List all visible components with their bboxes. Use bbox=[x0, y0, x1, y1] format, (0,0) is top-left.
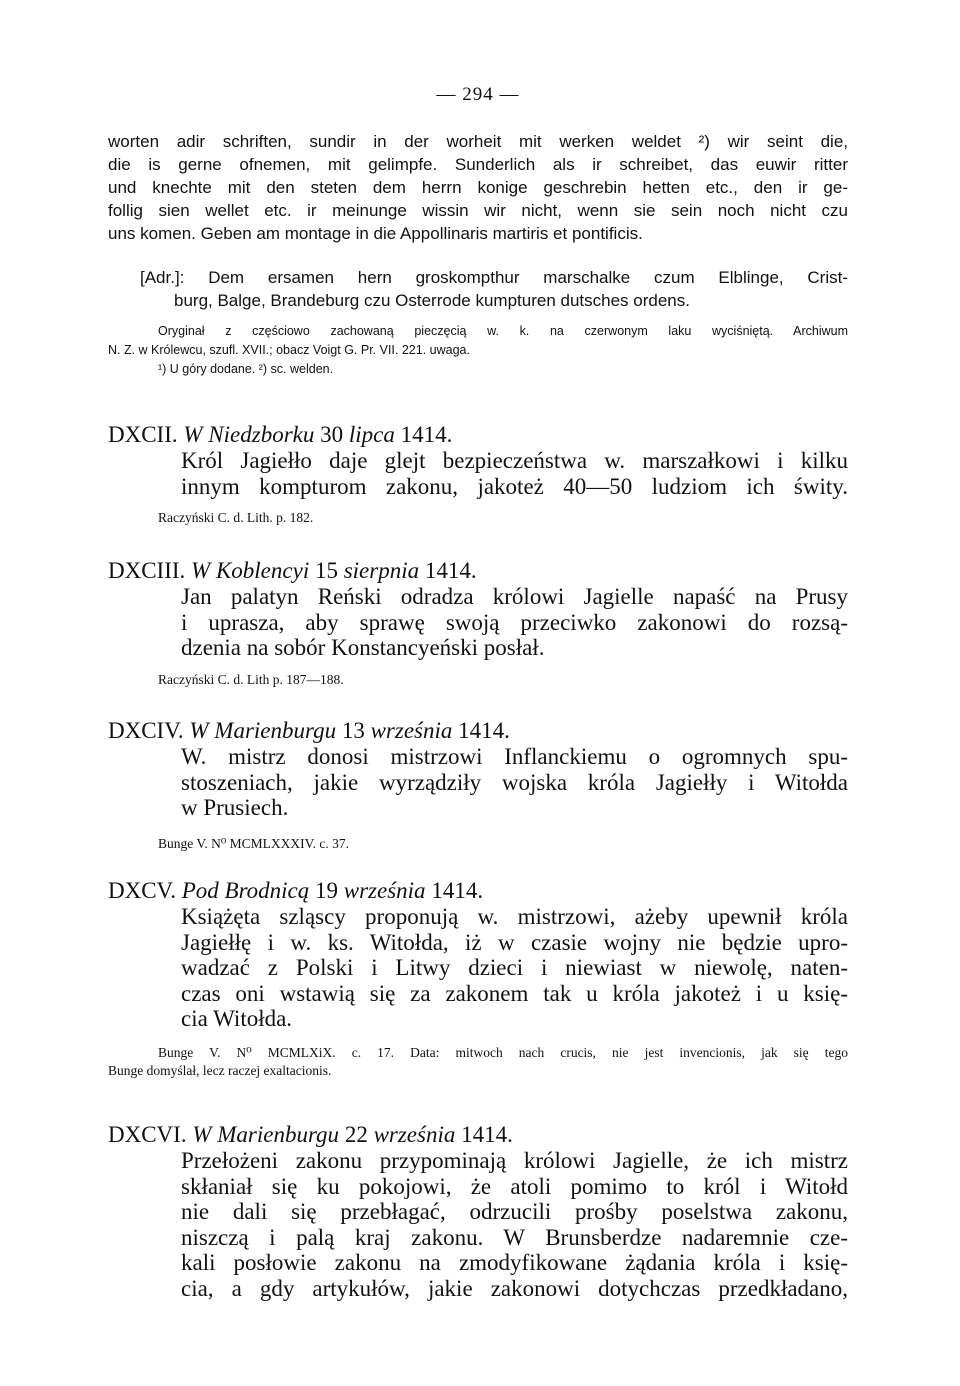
source-line: Raczyński C. d. Lith. p. 182. bbox=[158, 510, 314, 525]
entry-heading bbox=[108, 558, 848, 584]
summary-line: innym kompturom zakonu, jakoteż 40—50 ludziom ich świty. bbox=[181, 473, 848, 499]
text-line: follig sien wellet etc. ir meinunge wissin wir nicht, wenn sie sein noch nicht czu bbox=[108, 201, 848, 220]
summary-line: kali posłowie zakonu na zmodyfikowane żądania króla i księ- bbox=[181, 1250, 848, 1275]
entry-summary bbox=[108, 1148, 848, 1301]
summary-line: dzenia na sobór Konstancyeński posłał. bbox=[181, 635, 545, 660]
page-number: — 294 — bbox=[436, 84, 520, 105]
archival-note bbox=[108, 322, 848, 379]
entry-source bbox=[108, 509, 848, 527]
entry-number: DXCVI. bbox=[108, 1122, 187, 1147]
entry-day: 30 bbox=[320, 422, 344, 447]
entry-year: 1414. bbox=[458, 718, 510, 743]
summary-line: Jagiełłę i w. ks. Witołda, iż w czasie wojny nie będzie upro- bbox=[181, 929, 848, 955]
entry-day: 13 bbox=[341, 718, 365, 743]
summary-line: i uprasza, aby sprawę swoją przeciwko zakonowi do rozsą- bbox=[181, 609, 848, 635]
entry-number: DXCV. bbox=[108, 878, 176, 903]
entry-year: 1414. bbox=[431, 878, 484, 903]
entry-month: lipca bbox=[348, 422, 395, 447]
source-line: Raczyński C. d. Lith p. 187—188. bbox=[158, 671, 344, 687]
entry-month: września bbox=[373, 1122, 456, 1147]
text-line: und knechte mit den steten dem herrn konige geschrebin hetten etc., den ir ge- bbox=[108, 178, 848, 197]
entry-heading bbox=[108, 718, 848, 744]
summary-line: niszczą i palą kraj zakonu. W Brunsberdze nadaremnie cze- bbox=[181, 1224, 848, 1250]
entry-summary bbox=[108, 448, 848, 499]
entry-number: DXCIII. bbox=[108, 558, 186, 583]
footnotes: ¹) U góry dodane. ²) sc. welden. bbox=[158, 362, 334, 376]
summary-line: cia, a gdy artykułów, jakie zakonowi dotychczas przedkładano, bbox=[181, 1275, 848, 1301]
summary-line: czas oni wstawią się za zakonem tak u króla jakoteż i u księ- bbox=[181, 980, 848, 1006]
summary-line: w Prusiech. bbox=[181, 795, 289, 820]
german-text bbox=[108, 130, 848, 245]
entry-source bbox=[108, 1044, 848, 1080]
source-line: Bunge V. N⁰ MCMLXiX. c. 17. Data: mitwoch nach crucis, nie jest invencionis, jak się tego bbox=[158, 1044, 848, 1060]
source-line: Bunge V. N⁰ MCMLXXXIV. c. 37. bbox=[158, 835, 350, 851]
entry-month: września bbox=[370, 718, 453, 743]
entry-dxciv bbox=[108, 718, 848, 853]
summary-line: skłaniał się ku pokojowi, że atoli pomimo to król i Witołd bbox=[181, 1173, 848, 1199]
entry-summary bbox=[108, 904, 848, 1032]
entry-source bbox=[108, 835, 848, 853]
entry-heading bbox=[108, 422, 848, 448]
entry-dxciii bbox=[108, 558, 848, 689]
entry-dxcvi bbox=[108, 1122, 848, 1301]
entry-place: W Niedzborku bbox=[183, 422, 315, 447]
entry-summary bbox=[108, 584, 848, 661]
summary-line: Przełożeni zakonu przypominają królowi Jagielle, że ich mistrz bbox=[181, 1148, 848, 1173]
entry-dxcii bbox=[108, 422, 848, 527]
entry-place: Pod Brodnicą bbox=[181, 878, 310, 903]
note-line: N. Z. w Królewcu, szufl. XVII.; obacz Voigt G. Pr. VII. 221. uwaga. bbox=[108, 343, 470, 357]
entry-year: 1414. bbox=[400, 422, 453, 447]
address-line: [Adr.]: Dem ersamen hern groskompthur marschalke czum Elblinge, Crist- bbox=[140, 268, 848, 287]
summary-line: wadzać z Polski i Litwy dzieci i niewiast w niewolę, naten- bbox=[181, 955, 848, 980]
summary-line: Jan palatyn Reński odradza królowi Jagielle napaść na Prusy bbox=[181, 584, 848, 609]
entry-day: 22 bbox=[344, 1122, 368, 1147]
entry-month: sierpnia bbox=[343, 558, 420, 583]
entry-day: 15 bbox=[314, 558, 338, 583]
text-line: die is gerne ofnemen, mit gelimpfe. Sunderlich als ir schreibet, das euwir ritter bbox=[108, 155, 848, 174]
entry-place: W Marienburgu bbox=[189, 718, 337, 743]
address-line: burg, Balge, Brandeburg czu Osterrode kumpturen dutsches ordens. bbox=[174, 291, 690, 310]
address-block bbox=[140, 266, 848, 312]
entry-heading bbox=[108, 1122, 848, 1148]
summary-line: Książęta szląscy proponują w. mistrzowi, ażeby upewnił króla bbox=[181, 904, 848, 929]
entry-day: 19 bbox=[315, 878, 339, 903]
entry-place: W Koblencyi bbox=[191, 558, 310, 583]
text-line: worten adir schriften, sundir in der worheit mit werken weldet ²) wir seint die, bbox=[108, 132, 848, 151]
entry-heading bbox=[108, 878, 848, 904]
text-line: uns komen. Geben am montage in die Appollinaris martiris et pontificis. bbox=[108, 224, 643, 243]
entry-summary bbox=[108, 744, 848, 821]
summary-line: nie dali się przebłagać, odrzucili prośby poselstwa zakonu, bbox=[181, 1199, 848, 1224]
entry-place: W Marienburgu bbox=[192, 1122, 340, 1147]
summary-line: Król Jagiełło daje glejt bezpieczeństwa w. marszałkowi i kilku bbox=[181, 448, 848, 473]
summary-line: stoszeniach, jakie wyrządziły wojska króla Jagiełły i Witołda bbox=[181, 769, 848, 795]
entry-year: 1414. bbox=[461, 1122, 513, 1147]
entry-source bbox=[108, 671, 848, 689]
summary-line: cia Witołda. bbox=[181, 1006, 293, 1031]
entry-number: DXCII. bbox=[108, 422, 178, 447]
entry-dxcv bbox=[108, 878, 848, 1080]
entry-year: 1414. bbox=[424, 558, 477, 583]
entry-month: września bbox=[343, 878, 426, 903]
note-line: Oryginał z częściowo zachowaną pieczęcią w. k. na czerwonym laku wyciśniętą. Archiwum bbox=[158, 324, 848, 338]
entry-number: DXCIV. bbox=[108, 718, 184, 743]
summary-line: W. mistrz donosi mistrzowi Inflanckiemu o ogromnych spu- bbox=[181, 744, 848, 769]
source-line: Bunge domyślał, lecz raczej exaltacionis. bbox=[108, 1062, 332, 1078]
